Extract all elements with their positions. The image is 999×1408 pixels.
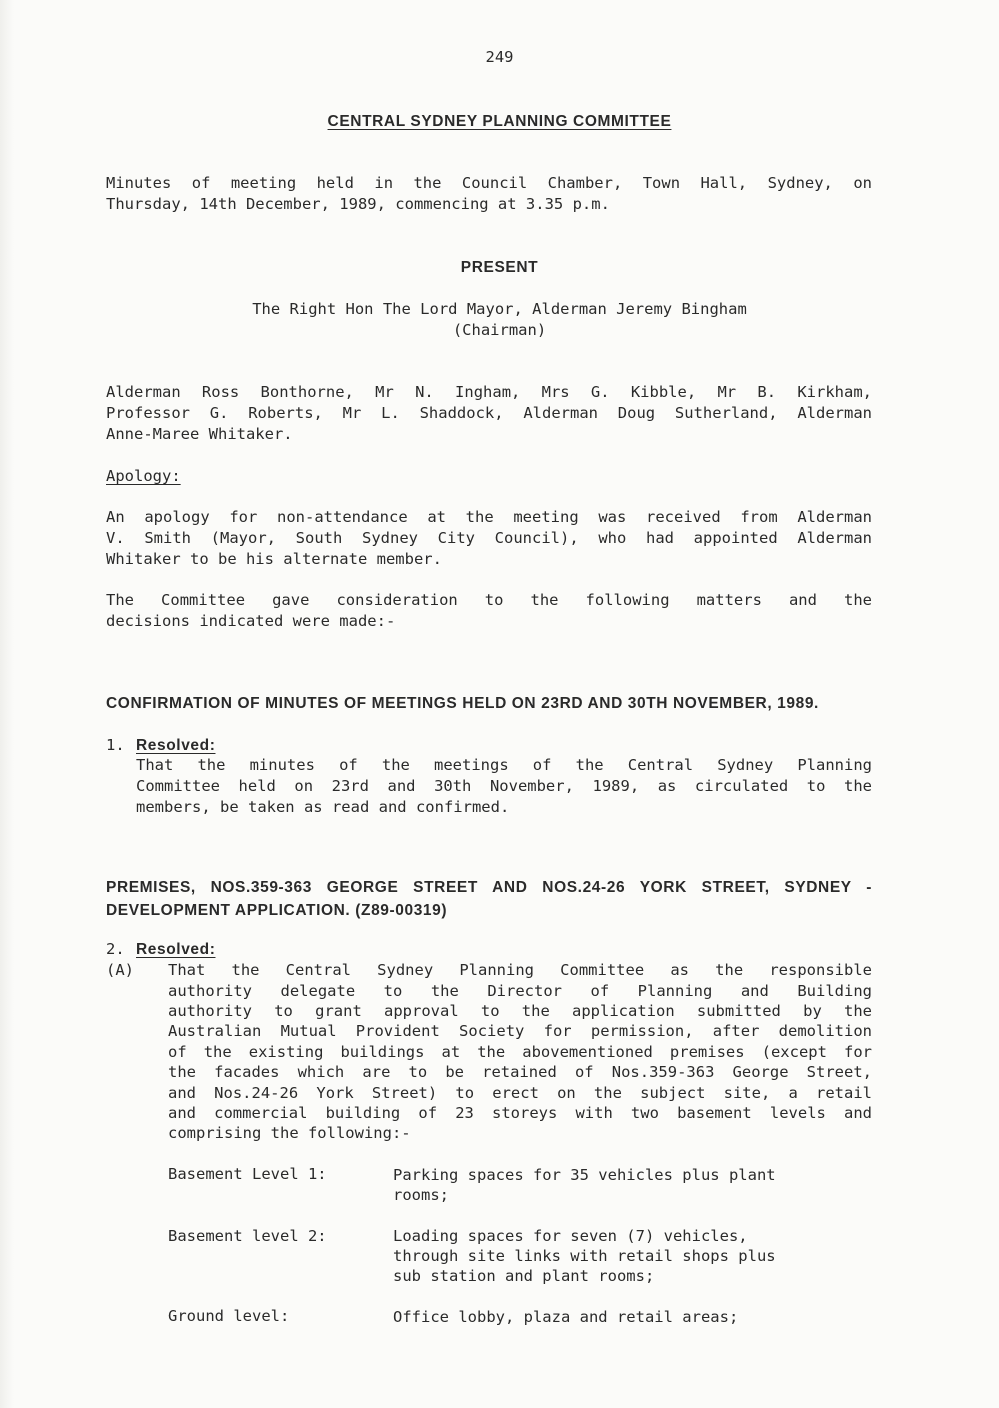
item2-resolved-text: Resolved: (136, 941, 216, 958)
intro-line-2: Thursday, 14th December, 1989, commencing at 3.35 p.m. (106, 195, 610, 213)
present-heading: PRESENT (460, 259, 539, 276)
item2-heading-line-2: DEVELOPMENT APPLICATION. (Z89-00319) (106, 902, 448, 919)
level-label-ground: Ground level: (168, 1307, 290, 1325)
level-desc-basement-2-line-2: through site links with retail shops plus (393, 1247, 776, 1265)
scan-edge-shadow (0, 0, 14, 1408)
item1-resolved-text: Resolved: (136, 737, 216, 754)
apology-line-3: Whitaker to be his alternate member. (106, 550, 442, 568)
level-desc-ground-line-1: Office lobby, plaza and retail areas; (393, 1308, 739, 1326)
item2-resolved (136, 939, 215, 960)
apology-line-2: V. Smith (Mayor, South Sydney City Council), who had appointed Alderman (106, 529, 872, 547)
item2-number: 2. (106, 940, 125, 958)
item2-heading-line-1: PREMISES, NOS.359-363 GEORGE STREET AND NOS.24-26 YORK STREET, SYDNEY - (106, 879, 872, 896)
chair-line-1: The Right Hon The Lord Mayor, Alderman Jeremy Bingham (252, 300, 747, 318)
item2-line-5: of the existing buildings at the abovementioned premises (except for (168, 1043, 872, 1061)
item2-line-7: and Nos.24-26 York Street) to erect on the subject site, a retail (168, 1084, 872, 1102)
committee-title-text: CENTRAL SYDNEY PLANNING COMMITTEE (327, 113, 672, 130)
intro-line-1: Minutes of meeting held in the Council Chamber, Town Hall, Sydney, on (106, 174, 872, 192)
item2-line-1: That the Central Sydney Planning Committee as the responsible (168, 961, 872, 979)
item2-line-2: authority delegate to the Director of Planning and Building (168, 982, 872, 1000)
item1-line-1: That the minutes of the meetings of the Central Sydney Planning (136, 756, 872, 774)
members-line-3: Anne-Maree Whitaker. (106, 425, 293, 443)
chair-line-2: (Chairman) (452, 321, 547, 339)
item2-line-8: and commercial building of 23 storeys with two basement levels and (168, 1104, 872, 1122)
item1-resolved (136, 735, 215, 756)
item1-heading: CONFIRMATION OF MINUTES OF MEETINGS HELD ON 23RD AND 30TH NOVEMBER, 1989. (106, 695, 819, 712)
level-desc-basement-1-line-2: rooms; (393, 1186, 449, 1204)
members-line-1: Alderman Ross Bonthorne, Mr N. Ingham, Mrs G. Kibble, Mr B. Kirkham, (106, 383, 872, 401)
level-label-basement-1: Basement Level 1: (168, 1165, 327, 1183)
item2-line-6: the facades which are to be retained of Nos.359-363 George Street, (168, 1063, 872, 1081)
level-desc-basement-2-line-3: sub station and plant rooms; (393, 1267, 655, 1285)
item1-line-2: Committee held on 23rd and 30th November, 1989, as circulated to the (136, 777, 872, 795)
item2-line-3: authority to grant approval to the application submitted by the (168, 1002, 872, 1020)
page-number: 249 (485, 48, 514, 66)
level-desc-basement-1-line-1: Parking spaces for 35 vehicles plus plant (393, 1166, 776, 1184)
item2-sub-label: (A) (106, 961, 134, 979)
apology-heading (106, 466, 181, 487)
level-label-basement-2: Basement level 2: (168, 1227, 327, 1245)
apology-heading-text: Apology: (106, 467, 181, 485)
committee-title (0, 111, 999, 132)
item2-line-9: comprising the following:- (168, 1124, 411, 1142)
apology-line-1: An apology for non-attendance at the meeting was received from Alderman (106, 508, 872, 526)
consideration-line-2: decisions indicated were made:- (106, 612, 396, 630)
members-line-2: Professor G. Roberts, Mr L. Shaddock, Alderman Doug Sutherland, Alderman (106, 404, 872, 422)
item2-line-4: Australian Mutual Provident Society for permission, after demolition (168, 1022, 872, 1040)
item1-line-3: members, be taken as read and confirmed. (136, 798, 510, 816)
level-desc-basement-2-line-1: Loading spaces for seven (7) vehicles, (393, 1227, 748, 1245)
item1-number: 1. (106, 736, 125, 754)
consideration-line-1: The Committee gave consideration to the following matters and the (106, 591, 872, 609)
